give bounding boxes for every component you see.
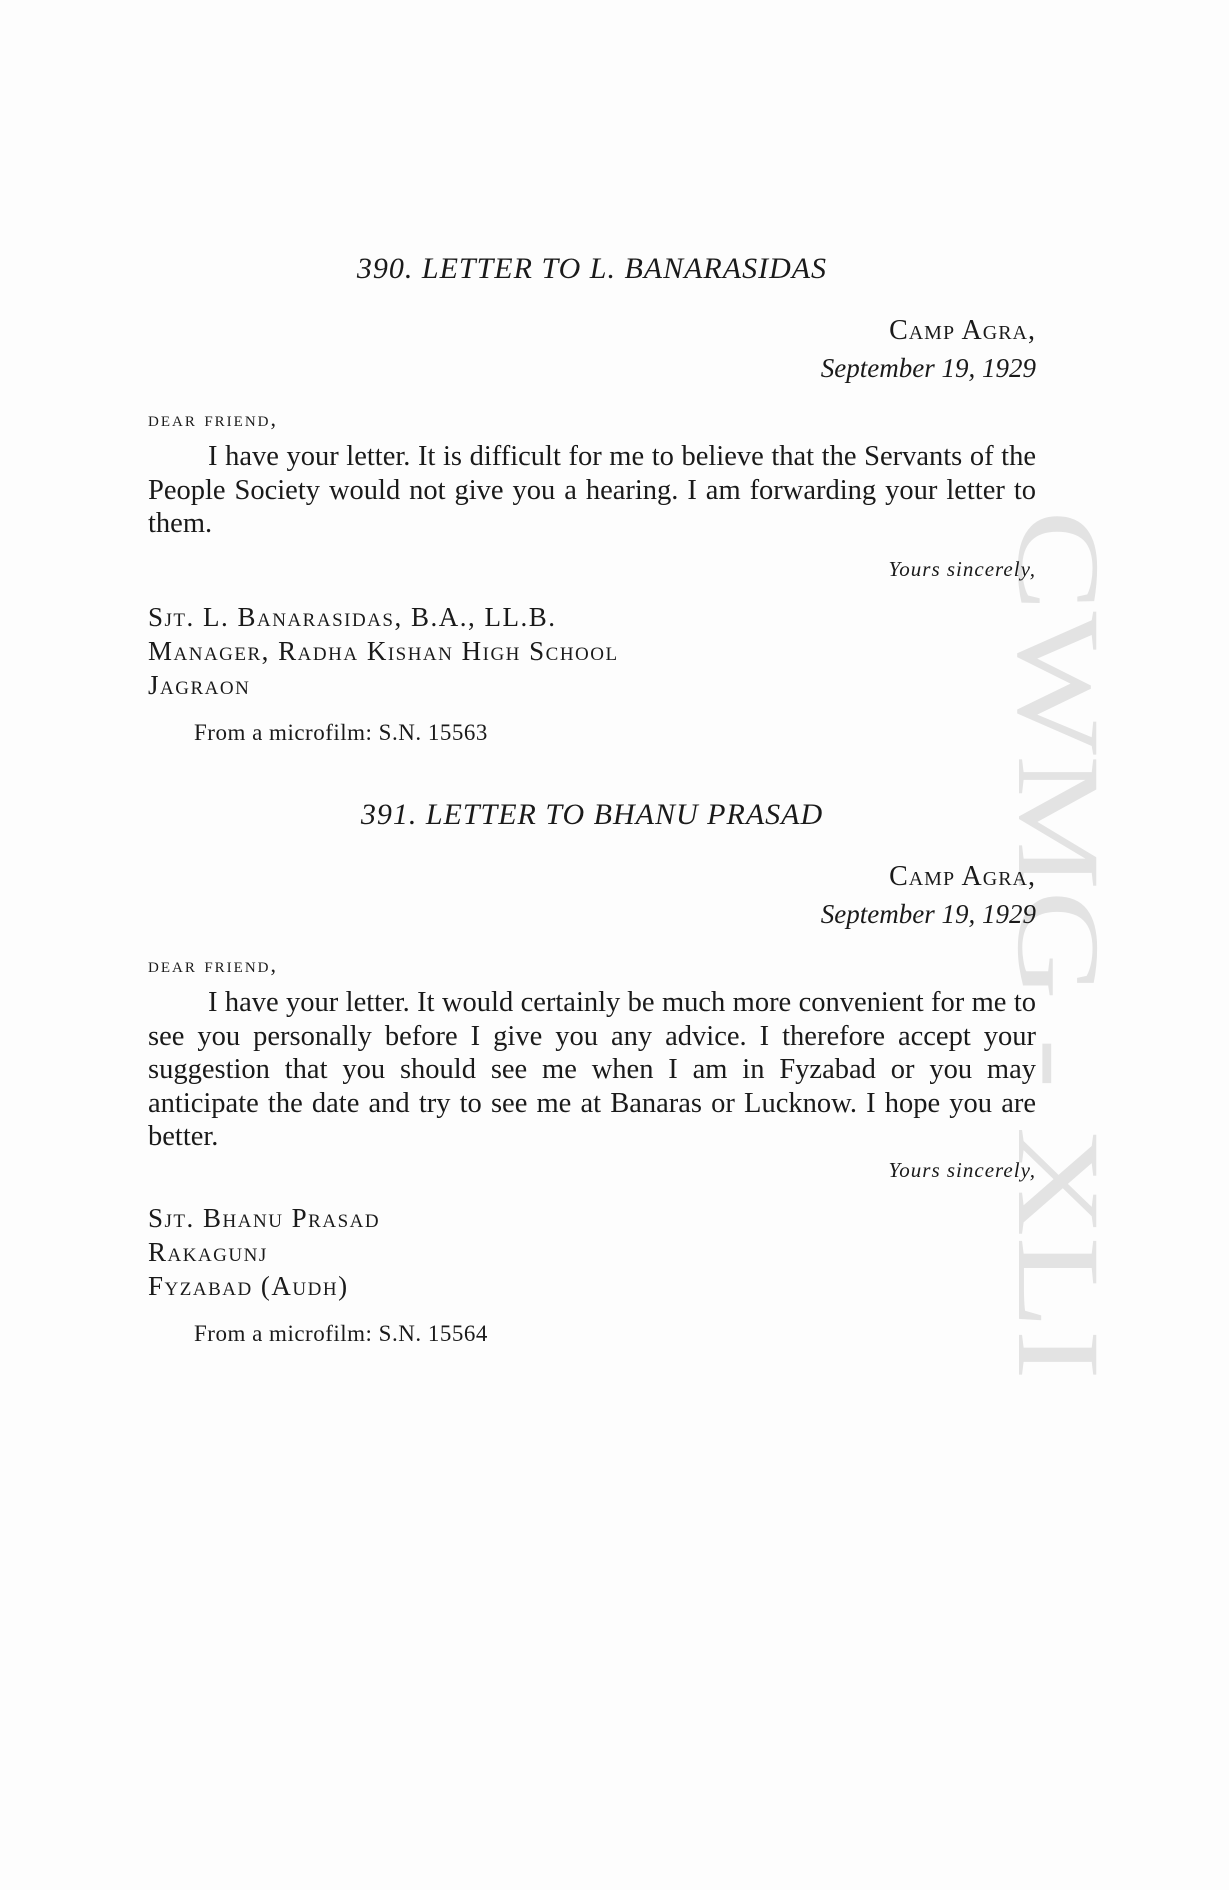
address-line: Sjt. L. Banarasidas, B.A., LL.B. (148, 601, 557, 632)
letter-closing: Yours sincerely, (888, 556, 1036, 581)
letter-body: I have your letter. It is difficult for me to believe that the Servants of the People Society would not give you a hearing. I am forwarding your letter to them. (148, 441, 1036, 539)
address-line: Rakagunj (148, 1236, 268, 1267)
letter-closing: Yours sincerely, (888, 1157, 1036, 1182)
letter-391 (148, 798, 1036, 1347)
source-note: From a microfilm: S.N. 15564 (194, 1320, 488, 1346)
letter-place: Camp Agra, (889, 861, 1036, 892)
letter-390 (148, 252, 1036, 746)
address-line: Sjt. Bhanu Prasad (148, 1202, 381, 1233)
address-line: Manager, Radha Kishan High School (148, 635, 619, 666)
recipient-address (148, 1201, 1036, 1303)
letter-salutation: dear friend, (148, 952, 279, 977)
source-note: From a microfilm: S.N. 15563 (194, 719, 488, 745)
recipient-address (148, 600, 1036, 702)
letter-place: Camp Agra, (889, 315, 1036, 346)
letter-heading: 391. LETTER TO BHANU PRASAD (360, 798, 824, 831)
letter-date: September 19, 1929 (820, 353, 1036, 383)
address-line: Fyzabad (Audh) (148, 1270, 349, 1301)
letter-date: September 19, 1929 (820, 899, 1036, 929)
letter-salutation: dear friend, (148, 406, 279, 431)
letter-heading: 390. LETTER TO L. BANARASIDAS (356, 252, 828, 285)
letter-body: I have your letter. It would certainly be much more convenient for me to see you personally before I give you any advice. I therefore accept your suggestion that you should see me when I am in Fyzabad or you may anticipate the date and try to see me at Banaras or Lucknow. I hope you are better. (148, 987, 1036, 1152)
watermark-text: CWMG - XLI (993, 510, 1124, 1186)
address-line: Jagraon (148, 669, 251, 700)
